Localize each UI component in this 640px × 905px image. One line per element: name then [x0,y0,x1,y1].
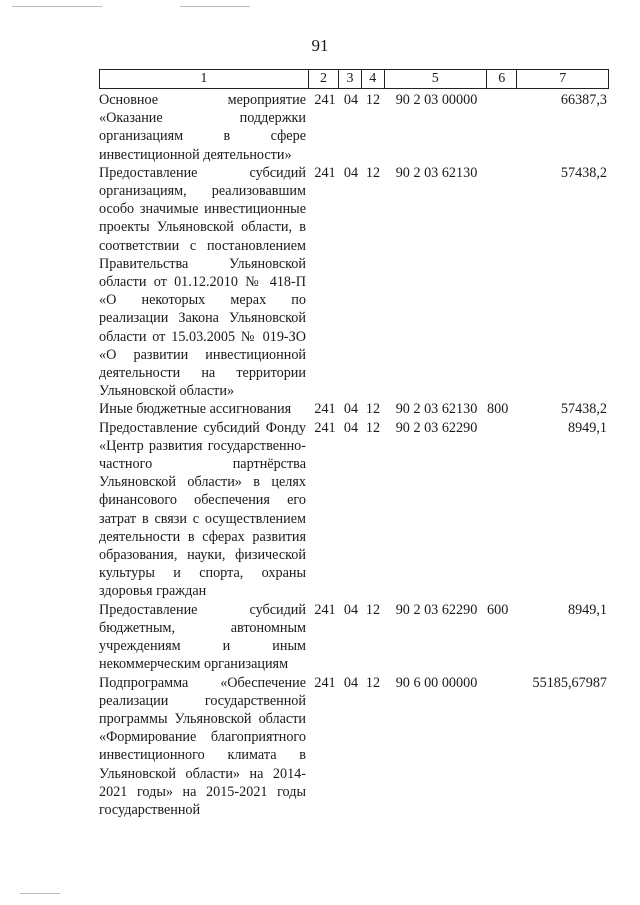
row-col-3: 04 [343,401,359,418]
budget-table [99,69,609,819]
row-col-3: 04 [343,92,359,108]
row-col-7: 8949,1 [567,419,607,436]
table-row [99,419,609,601]
row-col-2: 241 [314,601,336,618]
row-col-4: 12 [365,401,381,418]
scan-edge-mark [20,893,60,894]
table-row [99,400,609,418]
row-col-4: 12 [365,92,381,108]
row-col-5: 90 2 03 62130 [395,401,478,418]
row-col-5: 90 2 03 62130 [395,164,478,181]
row-col-4: 12 [365,674,381,691]
row-col-3: 04 [343,164,359,181]
row-col-3: 04 [343,601,359,618]
row-col-2: 241 [314,401,336,418]
table-row [99,674,609,820]
row-col-7: 57438,2 [560,401,607,418]
table-header-row [99,69,609,89]
row-col-5: 90 2 03 00000 [395,92,478,108]
row-description: Предоставление субсидий бюджетным, автономным учреждениям и иным некоммерческим организациям [99,601,306,673]
header-col-7: 7 [517,70,609,88]
header-col-6: 6 [487,70,518,88]
row-col-7: 57438,2 [560,164,607,181]
row-col-2: 241 [314,92,336,108]
row-col-4: 12 [365,164,381,181]
row-col-6: 800 [487,401,509,418]
table-row [99,164,609,401]
row-col-3: 04 [343,419,359,436]
row-col-4: 12 [365,419,381,436]
scan-edge-mark [180,6,250,7]
row-col-5: 90 6 00 00000 [395,674,478,691]
row-col-2: 241 [314,419,336,436]
row-col-3: 04 [343,674,359,691]
page-number: 91 [311,36,329,55]
header-col-1: 1 [100,70,309,88]
row-col-7: 55185,67987 [532,674,607,691]
header-col-5: 5 [385,70,487,88]
table-row [99,601,609,674]
row-col-4: 12 [365,601,381,618]
row-description: Предоставление субсидий Фонду «Центр развития государственно-частного партнёрства Ульяновской области» в целях финансового обеспечения его затрат в связи с осуществлением деятельности в сферах развития образования, науки, физической культуры и спорта, охраны здоровья граждан [99,419,306,600]
scan-edge-mark [12,6,102,7]
row-description: Подпрограмма «Обеспечение реализации государственной программы Ульяновской области «Формирование благоприятного инвестиционного климата в Ульяновской области» на 2014-2021 годы» на 2015-2021 годы государственной [99,674,306,818]
row-col-6: 600 [487,601,509,618]
row-col-5: 90 2 03 62290 [395,419,478,436]
header-col-3: 3 [339,70,362,88]
header-col-4: 4 [362,70,385,88]
table-row [99,91,609,164]
row-description: Основное мероприятие «Оказание поддержки организациям в сфере инвестиционной деятельности» [99,92,306,163]
row-description: Иные бюджетные ассигнования [99,401,292,418]
row-col-5: 90 2 03 62290 [395,601,478,618]
row-col-2: 241 [314,674,336,691]
header-col-2: 2 [309,70,340,88]
row-col-2: 241 [314,164,336,181]
row-col-7: 66387,3 [560,92,607,108]
row-col-7: 8949,1 [567,601,607,618]
row-description: Предоставление субсидий организациям, реализовавшим особо значимые инвестиционные проекты Ульяновской области, в соответствии с постановлением Правительства Ульяновской области от 01.12.2010 № 418-П «О некоторых мерах по реализации Закона Ульяновской области от 15.03.2005 № 019-ЗО «О развитии инвестиционной деятельности на территории Ульяновской области» [99,164,306,400]
